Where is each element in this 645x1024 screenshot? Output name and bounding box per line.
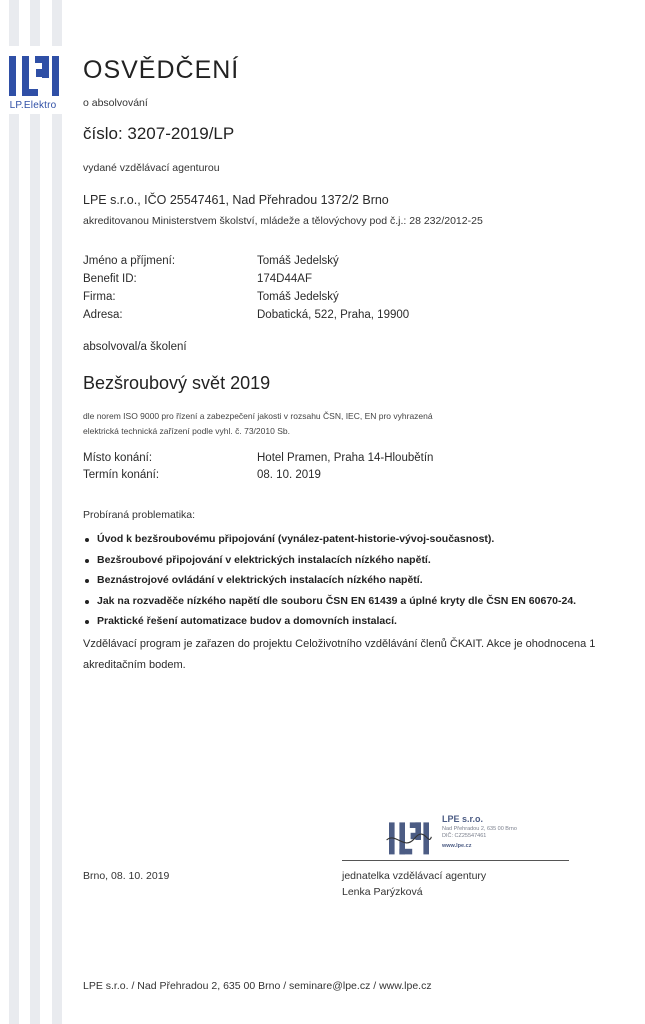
date-value: 08. 10. 2019 bbox=[257, 469, 321, 481]
topics-heading: Probíraná problematika: bbox=[83, 509, 196, 521]
stamp-web: www.lpe.cz bbox=[442, 843, 472, 849]
topic-item: Praktické řešení automatizace budov a domovních instalací. bbox=[97, 615, 576, 636]
footer-contact: LPE s.r.o. / Nad Přehradou 2, 635 00 Brno / seminare@lpe.cz / www.lpe.cz bbox=[83, 980, 432, 992]
date-label: Termín konání: bbox=[83, 469, 160, 481]
benefit-id-value: 174D44AF bbox=[257, 273, 312, 285]
company-value: Tomáš Jedelský bbox=[257, 291, 339, 303]
participant-name-value: Tomáš Jedelský bbox=[257, 255, 339, 267]
signatory-name: Lenka Parýzková bbox=[342, 886, 423, 898]
place-value: Hotel Pramen, Praha 14-Hloubětín bbox=[257, 452, 434, 464]
accreditation-text: akreditovanou Ministerstvem školství, mládeže a tělovýchovy pod č.j.: 28 232/2012-25 bbox=[83, 215, 483, 227]
benefit-id-label: Benefit ID: bbox=[83, 273, 137, 285]
signature-line bbox=[342, 860, 569, 861]
signatory-role: jednatelka vzdělávací agentury bbox=[342, 870, 487, 882]
issued-by-label: vydané vzdělávací agenturou bbox=[83, 162, 220, 174]
agency-info: LPE s.r.o., IČO 25547461, Nad Přehradou 1372/2 Brno bbox=[83, 193, 389, 207]
certificate-title: OSVĚDČENÍ bbox=[83, 56, 240, 84]
certificate-number: číslo: 3207-2019/LP bbox=[83, 124, 235, 143]
lpe-logo-icon bbox=[6, 48, 62, 98]
stamp-address: Nad Přehradou 2, 635 00 Brno bbox=[442, 826, 517, 832]
decorative-stripe bbox=[30, 0, 40, 1024]
place-label: Místo konání: bbox=[83, 452, 153, 464]
norm-text-line2: elektrická technická zařízení podle vyhl. č. 73/2010 Sb. bbox=[83, 426, 290, 436]
training-intro: absolvoval/a školení bbox=[83, 341, 187, 353]
topics-list bbox=[97, 533, 576, 636]
address-label: Adresa: bbox=[83, 309, 123, 321]
topic-item: Úvod k bezšroubovému připojování (vynález-patent-historie-vývoj-současnost). bbox=[97, 533, 576, 554]
company-stamp bbox=[380, 812, 540, 858]
address-value: Dobatická, 522, Praha, 19900 bbox=[257, 309, 410, 321]
logo-text: LP.Elektro bbox=[9, 100, 57, 111]
stamp-dic: DIČ: CZ25547461 bbox=[442, 833, 487, 839]
certificate-subtitle: o absolvování bbox=[83, 97, 148, 109]
topic-item: Bezšroubové připojování v elektrických instalacích nízkého napětí. bbox=[97, 554, 576, 575]
topic-item: Beznástrojové ovládání v elektrických instalacích nízkého napětí. bbox=[97, 574, 576, 595]
course-title: Bezšroubový svět 2019 bbox=[83, 373, 271, 393]
decorative-stripe bbox=[52, 0, 62, 1024]
lp-elektro-logo bbox=[0, 46, 66, 114]
accreditation-note: Vzdělávací program je zařazen do projektu Celoživotního vzdělávání členů ČKAIT. Akce je ohodnocena 1 akreditačním bodem. bbox=[83, 638, 596, 671]
norm-text-line1: dle norem ISO 9000 pro řízení a zabezpečení jakosti v rozsahu ČSN, IEC, EN pro vyhrazená bbox=[83, 411, 433, 421]
topic-item: Jak na rozvaděče nízkého napětí dle souboru ČSN EN 61439 a úplné kryty dle ČSN EN 60670-24. bbox=[97, 595, 576, 616]
participant-name-label: Jméno a příjmení: bbox=[83, 255, 176, 267]
place-and-date: Brno, 08. 10. 2019 bbox=[83, 870, 170, 882]
stamp-company-name: LPE s.r.o. bbox=[442, 814, 484, 824]
stamp-logo-icon bbox=[380, 816, 438, 856]
decorative-stripe bbox=[9, 0, 19, 1024]
company-label: Firma: bbox=[83, 291, 116, 303]
